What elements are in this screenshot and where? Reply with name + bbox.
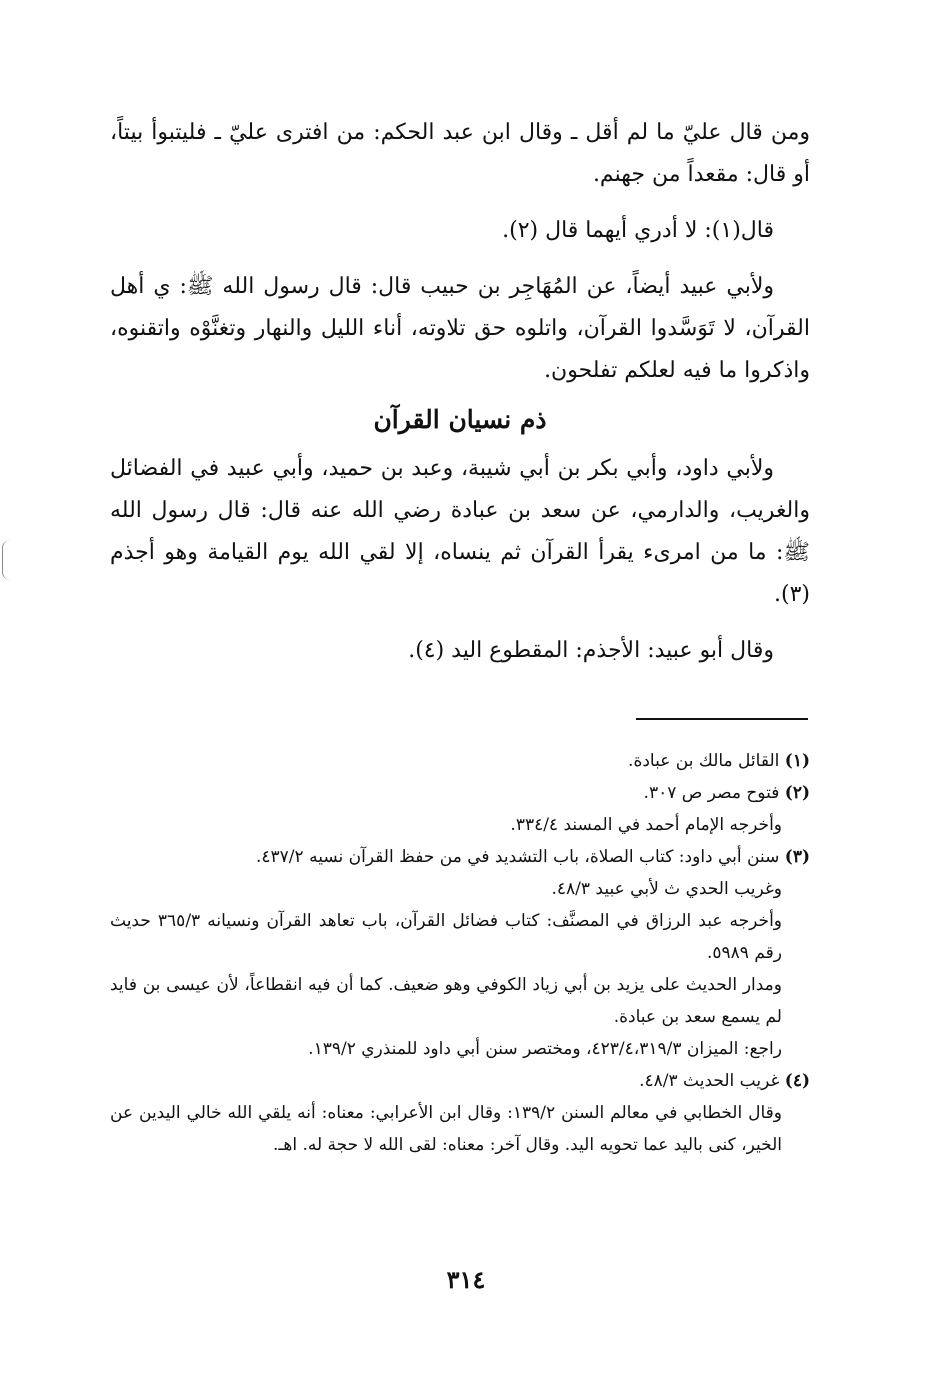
- paragraph-2: قال(١): لا أدري أيهما قال (٢).: [502, 218, 774, 243]
- footnote-number: (٣): [784, 847, 810, 867]
- footnote-text: غريب الحديث ٤٨/٣.: [639, 1071, 780, 1091]
- footnote-3-continued: وأخرجه عبد الرزاق في المصنَّف: كتاب فضائل القرآن، باب تعاهد القرآن ونسيانه ٣٦٥/٣ حديث رقم ٥٩٨٩.: [110, 911, 782, 963]
- footnote-divider: [636, 718, 808, 720]
- scan-margin-mark: [2, 540, 11, 580]
- page-number: ٣١٤: [446, 1265, 486, 1294]
- footnote-text: القائل مالك بن عبادة.: [628, 751, 780, 771]
- footnote-number: (١): [784, 751, 810, 771]
- footnote-2-continued: وأخرجه الإمام أحمد في المسند ٣٣٤/٤.: [510, 815, 782, 835]
- footnote-1: [110, 745, 810, 777]
- footnote-3-continued: ومدار الحديث على يزيد بن أبي زياد الكوفي وهو ضعيف. كما أن فيه انقطاعاً، لأن عيسى بن فايد لم يسمع سعد بن عبادة.: [110, 975, 782, 1027]
- paragraph-1: ومن قال عليّ ما لم أقل ـ وقال ابن عبد الحكم: من افترى عليّ ـ فليتبوأ بيتاً، أو قال: مقعداً من جهنم.: [110, 120, 810, 187]
- footnote-text: فتوح مصر ص ٣٠٧.: [643, 783, 780, 803]
- footnote-4-continued: وقال الخطابي في معالم السنن ١٣٩/٢: وقال ابن الأعرابي: معناه: أنه يلقي الله خالي اليدين عن الخير، كنى باليد عما تحويه اليد. وقال آخر: معناه: لقى الله لا حجة له. اهـ.: [110, 1103, 782, 1155]
- footnote-2: [110, 777, 810, 809]
- footnote-number: (٢): [784, 783, 810, 803]
- footnote-3-continued: راجع: الميزان ٤٢٣/٤،٣١٩/٣، ومختصر سنن أبي داود للمنذري ١٣٩/٢.: [308, 1039, 782, 1059]
- paragraph-4: ولأبي داود، وأبي بكر بن أبي شيبة، وعبد بن حميد، وأبي عبيد في الفضائل والغريب، والدارمي، عن سعد بن عبادة رضي الله عنه قال: قال رسول الله ﷺ: ما من امرىء يقرأ القرآن ثم ينساه، إلا لقي الله يوم القيامة وهو أجذم (٣).: [110, 456, 810, 607]
- footnote-3: [110, 841, 810, 873]
- footnote-4: [110, 1065, 810, 1097]
- footnote-text: سنن أبي داود: كتاب الصلاة، باب التشديد في من حفظ القرآن نسيه ٤٣٧/٢.: [256, 847, 780, 867]
- footnote-3-continued: وغريب الحدي ث لأبي عبيد ٤٨/٣.: [551, 879, 782, 899]
- main-text: [110, 112, 810, 672]
- footnote-number: (٤): [784, 1071, 810, 1091]
- paragraph-5: وقال أبو عبيد: الأجذم: المقطوع اليد (٤).: [408, 638, 774, 663]
- paragraph-3: ولأبي عبيد أيضاً، عن المُهَاجِر بن حبيب قال: قال رسول الله ﷺ: ي أهل القرآن، لا تَوَسَّدوا القرآن، واتلوه حق تلاوته، أناء الليل والنهار وتغنَّوْه واتقنوه، واذكروا ما فيه لعلكم تفلحون.: [110, 274, 810, 383]
- footnotes: [110, 745, 810, 1161]
- section-heading: ذم نسيان القرآن: [373, 405, 547, 434]
